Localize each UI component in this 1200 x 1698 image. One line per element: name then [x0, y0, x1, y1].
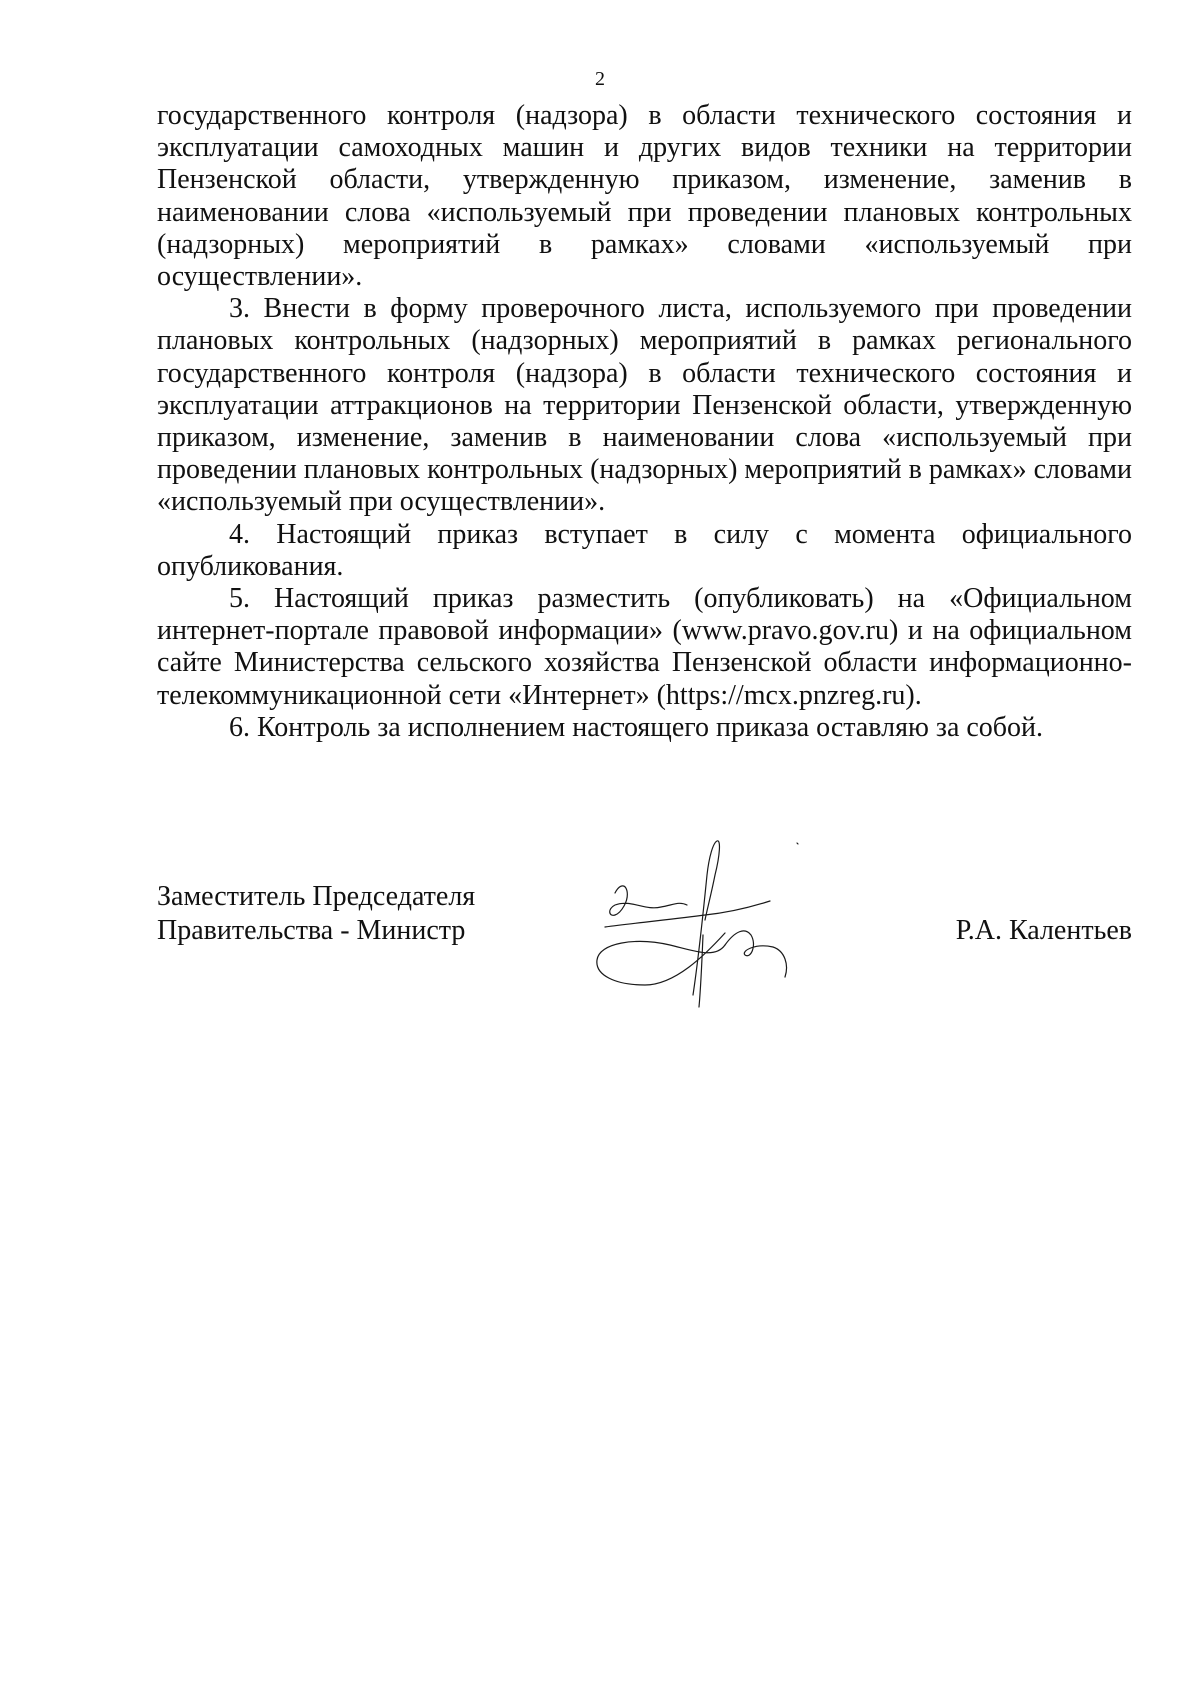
signer-name: Р.А. Калентьев [955, 915, 1132, 946]
document-body [157, 100, 1132, 744]
handwritten-signature [575, 835, 815, 1010]
paragraph-item-5: 5. Настоящий приказ разместить (опубликовать) на «Официальном интернет-портале правовой информации» (www.pravo.gov.ru) и на официальном сайте Министерства сельского хозяйства Пензенской области информационно-телекоммуникационной сети «Интернет» (https://mcx.pnzreg.ru). [157, 583, 1132, 711]
page-number: 2 [595, 68, 605, 90]
signer-title-line-2: Правительства - Министр [157, 915, 466, 946]
signature-block [157, 880, 1132, 1020]
paragraph-continuation: государственного контроля (надзора) в области технического состояния и эксплуатации самоходных машин и других видов техники на территории Пензенской области, утвержденную приказом, изменение, заменив в наименовании слова «используемый при проведении плановых контрольных (надзорных) мероприятий в рамках» словами «используемый при осуществлении». [157, 100, 1132, 293]
paragraph-item-3: 3. Внести в форму проверочного листа, используемого при проведении плановых контрольных (надзорных) мероприятий в рамках регионального государственного контроля (надзора) в области технического состояния и эксплуатации аттракционов на территории Пензенской области, утвержденную приказом, изменение, заменив в наименовании слова «используемый при проведении плановых контрольных (надзорных) мероприятий в рамках» словами «используемый при осуществлении». [157, 293, 1132, 518]
signer-title [157, 880, 517, 948]
paragraph-item-4: 4. Настоящий приказ вступает в силу с момента официального опубликования. [157, 518, 1132, 582]
signer-title-line-1: Заместитель Председателя [157, 881, 476, 912]
paragraph-item-6: 6. Контроль за исполнением настоящего приказа оставляю за собой. [229, 711, 1044, 743]
